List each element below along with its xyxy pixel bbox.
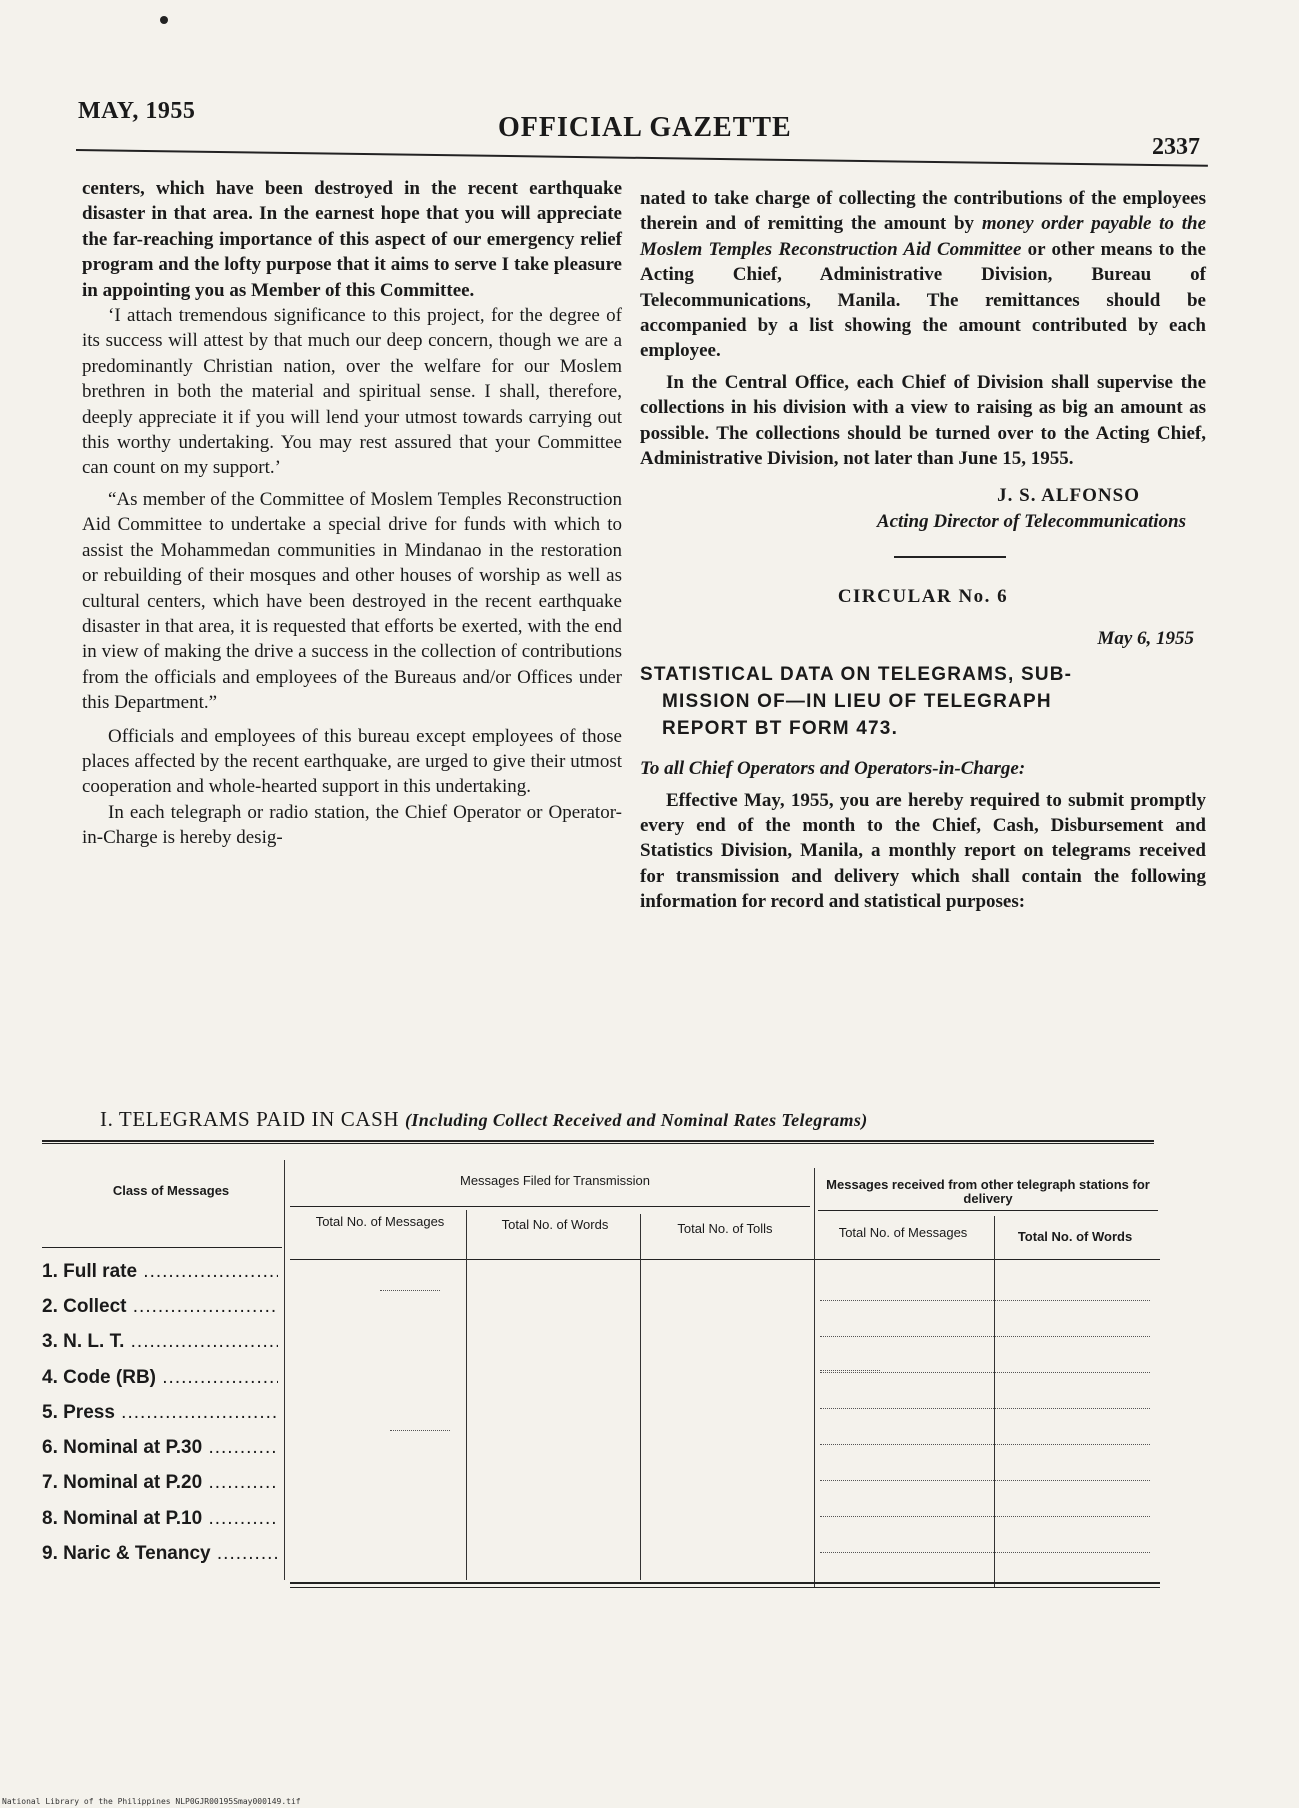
- left-paragraph-4: Officials and employees of this bureau except employees of those places affected by the recent earthquake, are urged to give their utmost cooperation and whole-hearted support in this undertaking.: [82, 725, 622, 798]
- row-dotted-line: [820, 1516, 1150, 1517]
- vline-1: [284, 1160, 285, 1580]
- table-row: 9. Naric & Tenancy .....: [42, 1543, 278, 1565]
- row-dotted-line: [820, 1480, 1150, 1481]
- col-header-3: Total No. of Tolls: [677, 1221, 773, 1236]
- header-date: MAY, 1955: [78, 98, 196, 124]
- vline-4: [814, 1168, 815, 1588]
- column-header-rule: [290, 1259, 1160, 1260]
- received-group-header: Messages received from other telegraph stations for delivery: [826, 1177, 1150, 1206]
- header-title: OFFICIAL GAZETTE: [498, 112, 792, 143]
- col-header-1: Total No. of Messages: [315, 1214, 445, 1229]
- circular-date: May 6, 1955: [1097, 627, 1194, 649]
- page-number: 2337: [1152, 134, 1200, 160]
- signature-title: Acting Director of Telecommunications: [876, 510, 1186, 532]
- table-title: I. TELEGRAMS PAID IN CASH (Including Collect Received and Nominal Rates Telegrams): [100, 1107, 868, 1131]
- class-of-messages-header: Class of Messages: [112, 1183, 230, 1198]
- row-dotted-line: [820, 1408, 1150, 1409]
- circular-heading: STATISTICAL DATA ON TELEGRAMS, SUB- MISSION OF—IN LIEU OF TELEGRAPH REPORT BT FORM 473.: [640, 664, 1073, 740]
- left-paragraph-1: centers, which have been destroyed in the recent earthquake disaster in that area. In the earnest hope that you will appreciate the far-reaching importance of this aspect of our emergency relief program and the lofty purpose that it aims to serve I take pleasure in appointing you as Member of this Committee.: [82, 178, 622, 301]
- row-dotted-line: [820, 1372, 1150, 1373]
- signature-name: J. S. ALFONSO: [997, 485, 1140, 507]
- table-row: 8. Nominal at P.10 .....: [42, 1508, 278, 1530]
- right-paragraph-3: Effective May, 1955, you are hereby required to submit promptly every end of the month to the Chief, Cash, Disbursement and Statistics Division, Manila, a monthly report on telegrams received for transmission and delivery which shall contain the following information for record and statistical purposes:: [640, 789, 1206, 913]
- cell-dotted-line: [380, 1290, 440, 1291]
- cell-dotted-line: [390, 1430, 450, 1431]
- left-paragraph-3: “As member of the Committee of Moslem Temples Reconstruction Aid Committee to undertake a special drive for funds with which to assist the Mohammedan communities in Mindanao in the restoration or rebuilding of their mosques and other houses of worship as well as cultural centers, which have been destroyed in the recent earthquake disaster in that area, it is requested that efforts be exerted, with the end in view of making the drive a success in the collection of contributions from the officials and employees of the Bureaus and/or Offices under this Department.”: [82, 488, 622, 714]
- table-row: 2. Collect .....: [42, 1296, 278, 1318]
- row-dotted-line: [820, 1444, 1150, 1445]
- table-bottom-rule: [290, 1582, 1160, 1584]
- table-top-rule-thin: [42, 1143, 1154, 1144]
- table-row: 3. N. L. T. .....: [42, 1331, 278, 1353]
- table-row: 6. Nominal at P.30 .....: [42, 1437, 278, 1459]
- filed-group-rule: [290, 1206, 810, 1207]
- col-header-2: Total No. of Words: [501, 1217, 609, 1232]
- right-paragraph-1: nated to take charge of collecting the contributions of the employees therein and of remitting the amount by money order payable to the Moslem Temples Reconstruction Aid Committee or other means to the Acting Chief, Administrative Division, Bureau of Telecommunications, Manila. The remittances should be accompanied by a list showing the amount contributed by each employee.: [640, 188, 1206, 362]
- col-header-4: Total No. of Messages: [838, 1225, 968, 1240]
- col-header-5: Total No. of Words: [1017, 1229, 1133, 1244]
- vline-2: [466, 1210, 467, 1580]
- right-paragraph-2: In the Central Office, each Chief of Division shall supervise the collections in his division with a view to raising as big an amount as possible. The collections should be turned over to the Acting Chief, Administrative Division, not later than June 15, 1955.: [640, 371, 1206, 470]
- salutation: To all Chief Operators and Operators-in-Charge:: [640, 758, 1026, 780]
- row-dotted-line: [820, 1300, 1150, 1301]
- table-top-rule: [42, 1140, 1154, 1142]
- table-row: 1. Full rate .....: [42, 1261, 278, 1283]
- vline-5: [994, 1216, 995, 1588]
- table-bottom-rule-thin: [290, 1587, 1160, 1588]
- class-header-rule: [42, 1247, 282, 1248]
- table-row: 4. Code (RB) .....: [42, 1367, 278, 1389]
- cell-dotted-line: [820, 1370, 880, 1371]
- row-dotted-line: [820, 1336, 1150, 1337]
- table-row: 7. Nominal at P.20 .....: [42, 1472, 278, 1494]
- row-dotted-line: [820, 1552, 1150, 1553]
- vline-3: [640, 1214, 641, 1580]
- left-paragraph-2: ‘I attach tremendous significance to this project, for the degree of its success will attest by that much our deep concern, though we are a predominantly Christian nation, over the welfare for our Moslem brethren in both the material and spiritual sense. I shall, therefore, deeply appreciate it if you will lend your utmost towards carrying out this worthy undertaking. You may rest assured that your Committee can count on my support.’: [82, 305, 622, 479]
- table-row: 5. Press .....: [42, 1402, 278, 1424]
- left-paragraph-5: In each telegraph or radio station, the Chief Operator or Operator-in-Charge is hereby desig-: [82, 801, 622, 849]
- circular-number: CIRCULAR No. 6: [837, 586, 1009, 608]
- filed-group-header: Messages Filed for Transmission: [459, 1173, 650, 1188]
- scan-footer: National Library of the Philippines NLP0GJR00195Smay000149.tif: [2, 1797, 301, 1806]
- received-group-rule: [818, 1210, 1158, 1211]
